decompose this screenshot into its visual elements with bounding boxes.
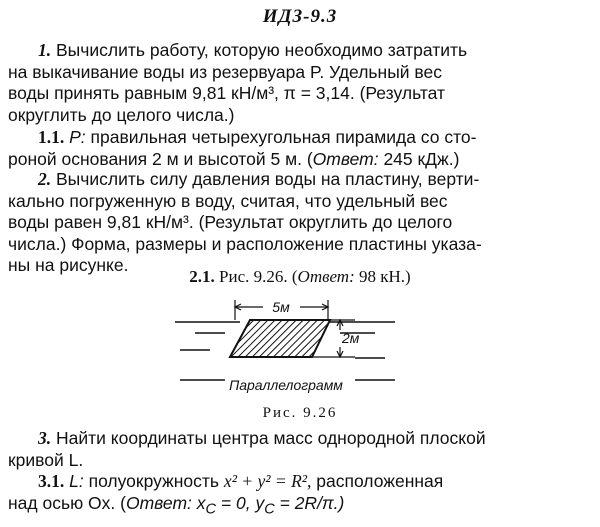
task-3-1-answer-label: Ответ: (125, 492, 192, 513)
task-2-number: 2. (38, 169, 52, 189)
task-3-line-1 (8, 428, 592, 450)
task-3 (8, 428, 592, 471)
task-1-line-4: округлить до целого числа.) (8, 104, 235, 125)
task-1-text-1: Вычислить работу, которую необходимо затратить (56, 40, 468, 60)
task-3-1 (8, 471, 592, 521)
task-2 (8, 169, 592, 277)
task-2-line-2: кально погруженную в воду, считая, что удельный вес (8, 190, 448, 211)
task-1-line-2: на выкачивание воды из резервуара P. Удельный вес (8, 61, 442, 82)
task-3-1-sub-c1: C (205, 501, 217, 517)
task-2-1-answer-label: Ответ: (297, 267, 355, 286)
shape-label: Параллелограмм (229, 377, 343, 393)
task-1 (8, 40, 592, 126)
task-1-1-number: 1.1. (38, 127, 65, 147)
task-1-1-text-1: правильная четырехугольная пирамида со сто- (90, 127, 477, 147)
task-2-text-1: Вычислить силу давления воды на пластину, верти- (56, 169, 480, 189)
task-1-1-line-1 (8, 127, 592, 149)
task-3-1-text-3: над осью Ox. ( (8, 492, 126, 513)
task-3-1-answer-x: x (196, 492, 206, 513)
task-2-line-5: ны на рисунке. (8, 255, 129, 275)
figure-caption: Рис. 9.26 (262, 405, 338, 421)
task-3-1-line-1 (8, 471, 592, 493)
task-3-text-1: Найти координаты центра масс однородной плоской (56, 428, 486, 448)
task-3-1-text-1: полуокружность (88, 471, 220, 491)
task-1-1-line-2 (8, 149, 592, 171)
task-3-number: 3. (38, 428, 52, 448)
parallelogram-figure (170, 290, 410, 410)
task-1-1-text-2: роной основания 2 м и высотой 5 м. ( (8, 148, 313, 169)
task-2-1-answer: 98 кН.) (359, 267, 411, 286)
task-2-1-text: Рис. 9.26. ( (219, 267, 298, 286)
task-3-1-answer-y: = 0, y (216, 492, 265, 513)
page-title: ИДЗ-9.3 (262, 6, 338, 27)
task-2-1-number: 2.1. (189, 267, 215, 286)
task-1-number: 1. (38, 40, 52, 60)
parallelogram-plate (230, 320, 330, 357)
task-3-1-answer-value: = 2R/π.) (274, 492, 345, 513)
task-2-line-1 (8, 169, 592, 191)
task-1-1-label: P: (69, 127, 86, 147)
task-1-line-1 (8, 40, 592, 62)
task-3-1-text-2: расположенная (316, 471, 444, 491)
task-3-1-sub-c2: C (264, 501, 275, 517)
task-1-1-answer-label: Ответ: (312, 148, 379, 169)
task-1-1 (8, 127, 592, 170)
height-label: 2м (342, 330, 360, 346)
task-3-1-line-2 (8, 493, 592, 521)
task-2-1 (0, 267, 600, 287)
task-1-1-answer: 245 кДж.) (383, 148, 460, 169)
task-3-line-2: кривой L. (8, 449, 84, 470)
task-2-line-4: числа.) Форма, размеры и расположение пластины указа- (8, 233, 482, 254)
task-3-1-label: L: (69, 471, 84, 491)
task-2-line-3: воды равен 9,81 кН/м³. (Результат округлить до целого (8, 212, 453, 232)
task-3-1-formula: x² + y² = R², (223, 471, 312, 491)
task-1-line-3: воды принять равным 9,81 кН/м³, π = 3,14. (Результат (8, 83, 445, 103)
width-label: 5м (272, 299, 290, 315)
task-3-1-number: 3.1. (38, 471, 65, 491)
